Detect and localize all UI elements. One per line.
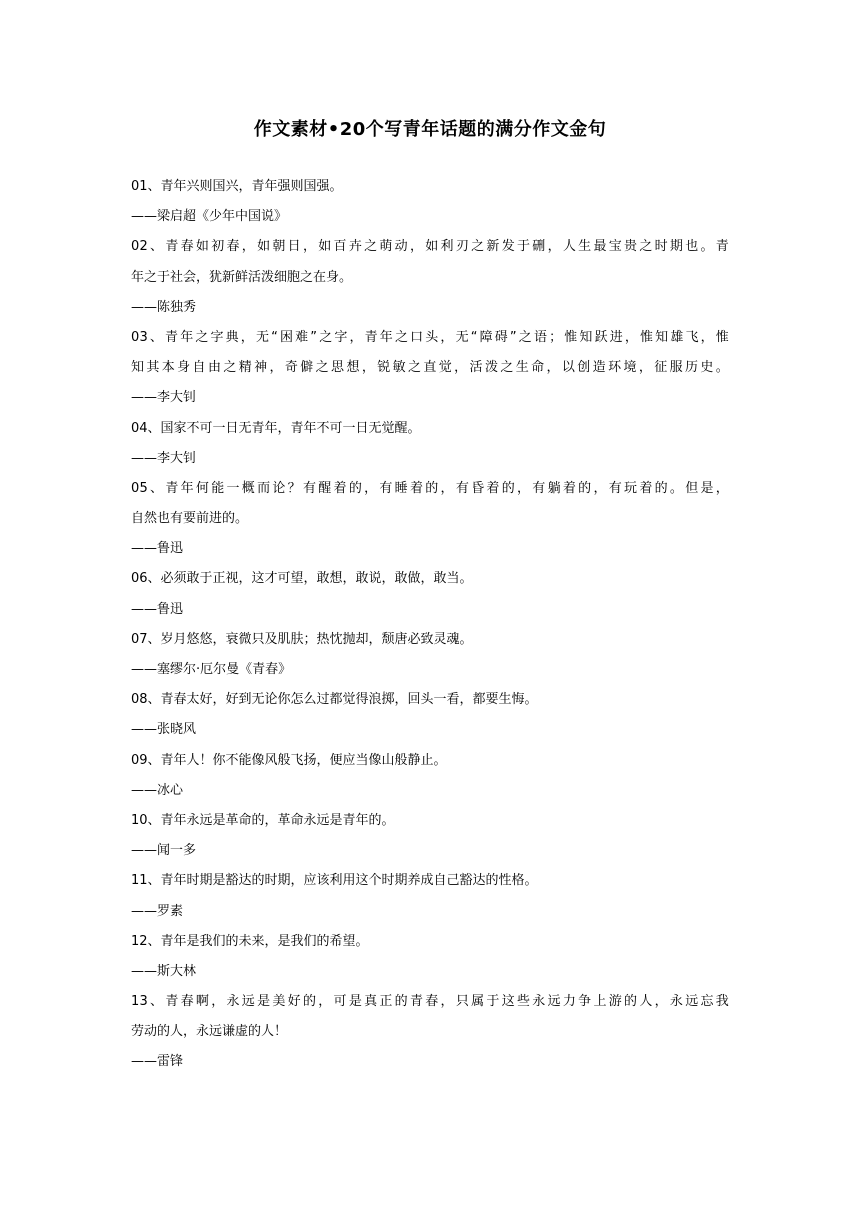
text-line: 07、岁月悠悠，衰微只及肌肤；热忱抛却，颓唐必致灵魂。 bbox=[131, 631, 473, 647]
text-line: 13、青春啊，永远是美好的，可是真正的青春，只属于这些永远力争上游的人，永远忘我 bbox=[131, 994, 729, 1010]
attribution-line: ——张晓风 bbox=[131, 722, 197, 738]
text-line: 年之于社会，犹新鲜活泼细胞之在身。 bbox=[131, 269, 353, 285]
attribution-line: ——李大钊 bbox=[131, 390, 197, 406]
text-line: 11、青年时期是豁达的时期，应该利用这个时期养成自己豁达的性格。 bbox=[131, 873, 538, 889]
attribution-line: ——闻一多 bbox=[131, 843, 197, 859]
text-line: 10、青年永远是革命的，革命永远是青年的。 bbox=[131, 812, 395, 828]
document-title: 作文素材•20个写青年话题的满分作文金句 bbox=[253, 119, 607, 140]
text-line: 03、青年之字典，无“困难”之字，青年之口头，无“障碍”之语；惟知跃进，惟知雄飞，惟 bbox=[131, 329, 729, 345]
attribution-line: ——鲁迅 bbox=[131, 601, 184, 617]
quote-list bbox=[131, 172, 729, 1078]
attribution-line: ——陈独秀 bbox=[131, 299, 197, 315]
text-line: 劳动的人，永远谦虚的人！ bbox=[131, 1024, 288, 1040]
attribution-line: ——罗素 bbox=[131, 903, 184, 919]
attribution-line: ——冰心 bbox=[131, 782, 184, 798]
text-line: 01、青年兴则国兴，青年强则国强。 bbox=[131, 179, 343, 194]
text-line: 05、青年何能一概而论？有醒着的，有睡着的，有昏着的，有躺着的，有玩着的。但是， bbox=[131, 480, 729, 496]
attribution-line: ——鲁迅 bbox=[131, 541, 184, 557]
attribution-line: ——雷锋 bbox=[131, 1054, 184, 1070]
attribution-line: ——梁启超《少年中国说》 bbox=[131, 209, 288, 225]
text-line: 04、国家不可一日无青年，青年不可一日无觉醒。 bbox=[131, 420, 421, 436]
text-line: 自然也有要前进的。 bbox=[131, 511, 249, 527]
text-line: 02、青春如初春，如朝日，如百卉之萌动，如利刃之新发于硎，人生最宝贵之时期也。青 bbox=[131, 239, 729, 255]
text-line: 知其本身自由之精神，奇僻之思想，锐敏之直觉，活泼之生命，以创造环境，征服历史。 bbox=[131, 360, 729, 376]
text-line: 12、青年是我们的未来，是我们的希望。 bbox=[131, 933, 369, 949]
attribution-line: ——塞缪尔·厄尔曼《青春》 bbox=[131, 662, 292, 677]
text-line: 09、青年人！你不能像风般飞扬，便应当像山般静止。 bbox=[131, 752, 447, 768]
attribution-line: ——李大钊 bbox=[131, 450, 197, 466]
text-line: 06、必须敢于正视，这才可望，敢想，敢说，敢做，敢当。 bbox=[131, 571, 473, 587]
text-line: 08、青春太好，好到无论你怎么过都觉得浪掷，回头一看，都要生悔。 bbox=[131, 692, 538, 708]
attribution-line: ——斯大林 bbox=[131, 963, 197, 979]
